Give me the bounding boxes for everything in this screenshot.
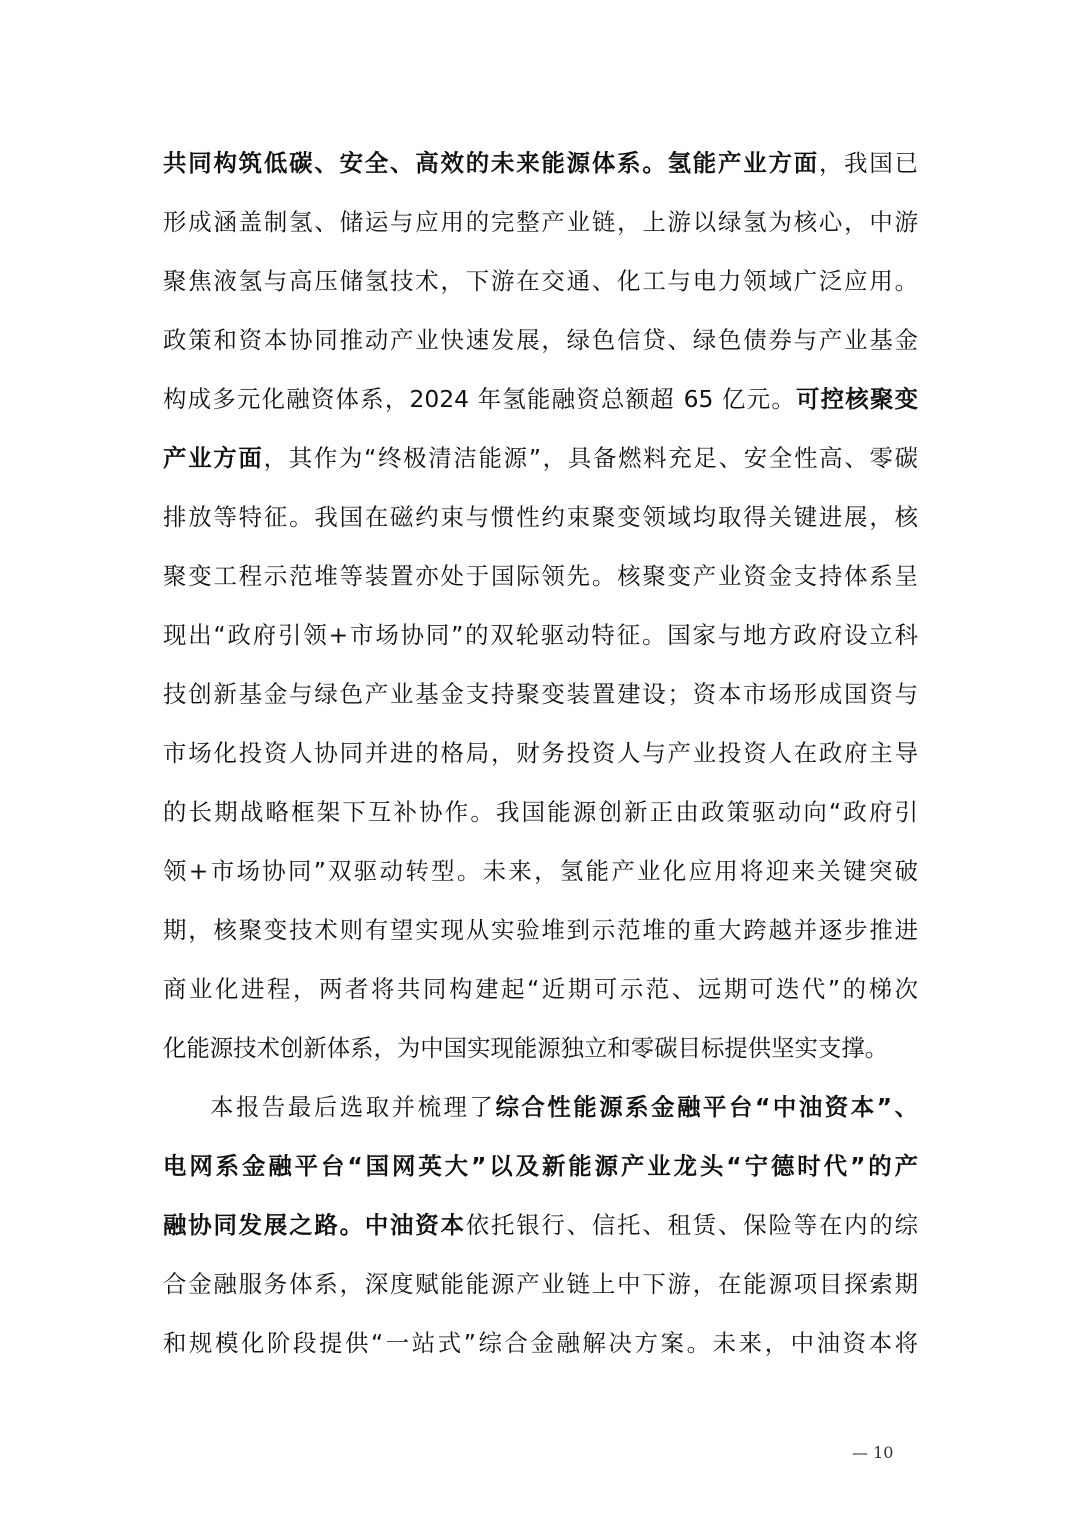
text-line [163, 433, 918, 492]
bold-text-run: 共同构筑低碳、安全、高效的未来能源体系。 [163, 149, 668, 177]
text-run: 合金融服务体系，深度赋能能源产业链上中下游，在能源项目探索期 [163, 1270, 918, 1298]
bold-text-run: 产业方面 [163, 444, 264, 472]
page-number: — 10 [852, 1443, 894, 1462]
text-run: 商业化进程，两者将共同构建起“近期可示范、远期可迭代”的梯次 [163, 975, 918, 1003]
text-line [163, 138, 918, 197]
text-run: 本报告最后选取并梳理了 [210, 1093, 496, 1121]
text-run: 化能源技术创新体系，为中国实现能源独立和零碳目标提供坚实支撑。 [163, 1034, 889, 1062]
bold-text-run: 可控核聚变 [796, 385, 918, 413]
text-line [163, 669, 918, 728]
bold-text-run: 融协同发展之路。 [163, 1211, 365, 1239]
text-run: 聚焦液氢与高压储氢技术，下游在交通、化工与电力领域广泛应用。 [163, 267, 918, 295]
text-run: 聚变工程示范堆等装置亦处于国际领先。核聚变产业资金支持体系呈 [163, 562, 918, 590]
text-line [163, 492, 918, 551]
text-line [163, 1141, 918, 1200]
text-run: 市场化投资人协同并进的格局，财务投资人与产业投资人在政府主导 [163, 739, 918, 767]
text-run: 和规模化阶段提供“一站式”综合金融解决方案。未来，中油资本将 [163, 1329, 918, 1357]
bold-text-run: 中油资本 [364, 1211, 466, 1239]
text-run: ，其作为“终极清洁能源”，具备燃料充足、安全性高、零碳 [263, 444, 918, 472]
text-line [163, 197, 918, 256]
text-run: 形成涵盖制氢、储运与应用的完整产业链，上游以绿氢为核心，中游 [163, 208, 918, 236]
text-run: 排放等特征。我国在磁约束与惯性约束聚变领域均取得关键进展，核 [163, 503, 918, 531]
text-run: 构成多元化融资体系，2024 年氢能融资总额超 65 亿元。 [163, 385, 796, 413]
text-line [163, 905, 918, 964]
text-line [163, 551, 918, 610]
text-line [163, 787, 918, 846]
text-run: 期，核聚变技术则有望实现从实验堆到示范堆的重大跨越并逐步推进 [163, 916, 918, 944]
text-line [163, 610, 918, 669]
text-line [163, 1200, 918, 1259]
text-run: 领+市场协同”双驱动转型。未来，氢能产业化应用将迎来关键突破 [163, 857, 918, 885]
bold-text-run: 氢能产业方面 [667, 149, 819, 177]
text-line [163, 256, 918, 315]
text-run: 的长期战略框架下互补协作。我国能源创新正由政策驱动向“政府引 [163, 798, 918, 826]
bold-text-run: 电网系金融平台“国网英大”以及新能源产业龙头“宁德时代”的产 [163, 1152, 918, 1180]
text-line [163, 1082, 918, 1141]
text-line [163, 374, 918, 433]
text-line [163, 315, 918, 374]
text-run: 政策和资本协同推动产业快速发展，绿色信贷、绿色债券与产业基金 [163, 326, 918, 354]
text-line [163, 1259, 918, 1318]
text-line [163, 1318, 918, 1377]
text-run: ，我国已 [818, 149, 918, 177]
bold-text-run: 综合性能源系金融平台“中油资本”、 [495, 1093, 918, 1121]
text-line [163, 964, 918, 1023]
text-line [163, 846, 918, 905]
body-text [163, 138, 918, 1377]
text-run: 依托银行、信托、租赁、保险等在内的综 [465, 1211, 918, 1239]
text-run: 技创新基金与绿色产业基金支持聚变装置建设；资本市场形成国资与 [163, 680, 918, 708]
text-line [163, 728, 918, 787]
text-run: 现出“政府引领+市场协同”的双轮驱动特征。国家与地方政府设立科 [163, 621, 918, 649]
text-line [163, 1023, 918, 1082]
